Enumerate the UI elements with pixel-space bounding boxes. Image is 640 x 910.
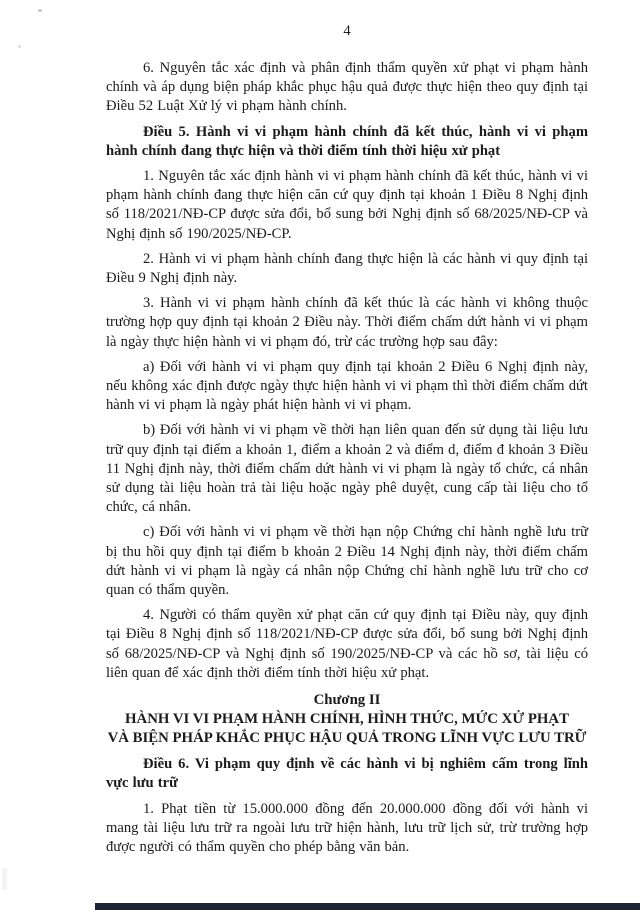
article-6-clause-1: 1. Phạt tiền từ 15.000.000 đồng đến 20.000.000 đồng đối với hành vi mang tài liệu lưu trữ ra ngoài lưu trữ hiện hành, lưu trữ lịch sử, trừ trường hợp được người có thẩm quyền cho phép bằng văn bản. bbox=[106, 800, 588, 856]
article-5-clause-3: 3. Hành vi vi phạm hành chính đã kết thúc là các hành vi không thuộc trường hợp quy định tại khoản 2 Điều này. Thời điểm chấm dứt hành vi vi phạm là ngày thực hiện hành vi vi phạm đó, trừ các trường hợp sau đây: bbox=[106, 295, 588, 350]
chapter-2-title-line-2: VÀ BIỆN PHÁP KHẮC PHỤC HẬU QUẢ TRONG LĨNH VỰC LƯU TRỮ bbox=[107, 729, 587, 746]
chapter-2-label: Chương II bbox=[313, 692, 381, 709]
scan-speck bbox=[18, 45, 21, 48]
scan-speck bbox=[38, 9, 42, 12]
article-5-clause-4: 4. Người có thẩm quyền xử phạt căn cứ quy định tại Điều này, quy định tại Điều 8 Nghị định số 118/2021/NĐ-CP được sửa đổi, bổ sung bởi Nghị định số 68/2025/NĐ-CP và Nghị định số 190/2025/NĐ-CP và các hồ sơ, tài liệu có liên quan để xác định thời điểm tính thời hiệu xử phạt. bbox=[106, 607, 588, 681]
chapter-2-title-line-1: HÀNH VI VI PHẠM HÀNH CHÍNH, HÌNH THỨC, MỨC XỬ PHẠT bbox=[125, 711, 569, 728]
page-number: 4 bbox=[343, 23, 351, 39]
article-5-clause-1: 1. Nguyên tắc xác định hành vi vi phạm hành chính đã kết thúc, hành vi vi phạm hành chính đang thực hiện căn cứ quy định tại khoản 1 Điều 8 Nghị định số 118/2021/NĐ-CP được sửa đổi, bổ sung bởi Nghị định số 68/2025/NĐ-CP và Nghị định số 190/2025/NĐ-CP. bbox=[106, 168, 588, 242]
scan-smudge bbox=[2, 868, 7, 890]
scan-edge-bar bbox=[95, 903, 640, 910]
article-5-heading: Điều 5. Hành vi vi phạm hành chính đã kết thúc, hành vi vi phạm hành chính đang thực hiện và thời điểm tính thời hiệu xử phạt bbox=[106, 123, 588, 159]
article-6-heading: Điều 6. Vi phạm quy định về các hành vi bị nghiêm cấm trong lĩnh vực lưu trữ bbox=[106, 756, 588, 792]
article-5-point-c: c) Đối với hành vi vi phạm về thời hạn nộp Chứng chỉ hành nghề lưu trữ bị thu hồi quy định tại điểm b khoản 2 Điều 14 Nghị định này, thời điểm chấm dứt hành vi vi phạm là ngày cá nhân nộp Chứng chỉ hành nghề lưu trữ cho cơ quan có thẩm quyền. bbox=[106, 524, 588, 599]
paragraph-clause-6: 6. Nguyên tắc xác định và phân định thẩm quyền xử phạt vi phạm hành chính và áp dụng biện pháp khắc phục hậu quả được thực hiện theo quy định tại Điều 52 Luật Xử lý vi phạm hành chính. bbox=[106, 60, 588, 115]
article-5-point-a: a) Đối với hành vi vi phạm quy định tại khoản 2 Điều 6 Nghị định này, nếu không xác định được ngày thực hiện hành vi vi phạm thì thời điểm chấm dứt hành vi vi phạm là ngày phát hiện hành vi vi phạm. bbox=[106, 358, 588, 414]
article-5-point-b: b) Đối với hành vi vi phạm về thời hạn liên quan đến sử dụng tài liệu lưu trữ quy định tại điểm a khoản 1, điểm a khoản 2 và điểm d, điểm đ khoản 3 Điều 11 Nghị định này, thời điểm chấm dứt hành vi vi phạm là ngày tổ chức, cá nhân sử dụng tài liệu hoàn trả tài liệu hoặc ngày phê duyệt, cung cấp tài liệu cho tổ chức, cá nhân. bbox=[106, 422, 588, 516]
chapter-2-title bbox=[106, 710, 588, 747]
article-5-clause-2: 2. Hành vi vi phạm hành chính đang thực hiện là các hành vi quy định tại Điều 9 Nghị định này. bbox=[106, 250, 588, 287]
